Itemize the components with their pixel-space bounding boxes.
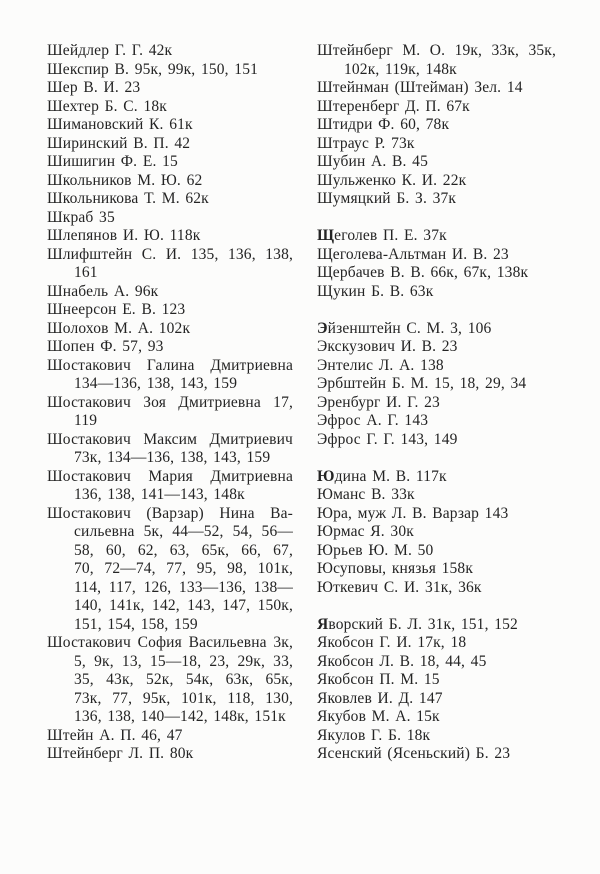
index-entry-line: Эйзенштейн С. М. 3, 106 — [317, 319, 492, 337]
index-entry — [317, 394, 556, 413]
section-initial-letter: Э — [317, 319, 328, 337]
index-entry — [317, 727, 556, 746]
index-entry — [47, 431, 293, 468]
index-entry-line: 5, 9к, 13, 15—18, 23, 29к, 33, — [74, 652, 293, 670]
index-entry — [47, 301, 293, 320]
index-entry — [317, 653, 556, 672]
index-entry-line: Шкраб 35 — [47, 208, 115, 226]
index-entry-line: Шнеерсон Е. В. 123 — [47, 301, 186, 318]
index-entry-line: Якобсон Л. В. 18, 44, 45 — [317, 652, 487, 670]
index-entry-line: 119 — [74, 412, 98, 429]
index-entry — [317, 412, 556, 431]
index-entry — [47, 153, 293, 172]
index-entry-line: Яковлев И. Д. 147 — [317, 689, 443, 707]
index-entry-line: Щеголев П. Е. 37к — [317, 227, 447, 244]
index-entry-line: Юрмас Я. 30к — [317, 523, 414, 540]
index-entry — [47, 61, 293, 80]
index-entry-line: Штидри Ф. 60, 78к — [317, 116, 450, 133]
index-entry-line: Юткевич С. И. 31к, 36к — [317, 578, 482, 596]
index-entry-line: Эфрос А. Г. 143 — [317, 412, 429, 429]
index-entry — [317, 227, 556, 246]
index-column-left — [47, 42, 293, 874]
index-entry-line: Шостакович Максим Дмитриевич — [47, 430, 293, 448]
index-entry — [47, 42, 293, 61]
index-entry — [317, 246, 556, 265]
index-entry-line: Шекспир В. 95к, 99к, 150, 151 — [47, 60, 259, 78]
index-entry-line: Шимановский К. 61к — [47, 116, 193, 133]
index-entry-line: Шехтер Б. С. 18к — [47, 97, 167, 115]
index-entry — [317, 357, 556, 376]
index-entry-line: Шумяцкий Б. З. 37к — [317, 190, 457, 207]
index-entry-line: Шостакович (Варзар) Нина Ва- — [47, 504, 293, 522]
index-column-right — [317, 42, 556, 874]
index-entry — [47, 745, 293, 764]
index-entry-line: 136, 138, 140—142, 148к, 151к — [74, 708, 286, 725]
index-entry — [47, 79, 293, 98]
index-entry — [317, 338, 556, 357]
index-entry-line: Шопен Ф. 57, 93 — [47, 338, 164, 355]
index-entry-line: Штейнман (Штейман) Зел. 14 — [317, 79, 523, 96]
index-entry — [47, 468, 293, 505]
index-entry — [317, 172, 556, 191]
index-entry — [317, 616, 556, 635]
index-entry — [317, 79, 556, 98]
index-entry-line: Штейнберг Л. П. 80к — [47, 745, 194, 762]
section-initial-letter: Ю — [317, 467, 335, 485]
index-entry-line: Шульженко К. И. 22к — [317, 171, 467, 189]
index-entry-line: Якобсон Г. И. 17к, 18 — [317, 634, 467, 651]
index-entry-line: Шостакович София Васильевна 3к, — [47, 634, 293, 651]
index-entry — [317, 283, 556, 302]
index-entry — [317, 468, 556, 487]
index-entry-line: 35, 43к, 52к, 54к, 63к, 65к, — [74, 671, 293, 688]
index-entry-line: Шлифштейн С. И. 135, 136, 138, — [47, 245, 293, 263]
index-entry-line: Школьникова Т. М. 62к — [47, 190, 209, 207]
index-entry-line: Шостакович Зоя Дмитриевна 17, — [47, 393, 293, 411]
index-entry-line: сильевна 5к, 44—52, 54, 56— — [74, 523, 293, 540]
index-entry-line: Щеголева-Альтман И. В. 23 — [317, 245, 509, 263]
index-entry-line: Шнабель А. 96к — [47, 282, 159, 300]
index-entry-line: Якубов М. А. 15к — [317, 708, 440, 725]
index-entry — [317, 264, 556, 283]
index-entry-line: Эренбург И. Г. 23 — [317, 393, 440, 411]
section-initial-letter: Щ — [317, 227, 335, 244]
index-entry-line: Ширинский В. П. 42 — [47, 134, 191, 152]
index-entry-line: Школьников М. Ю. 62 — [47, 171, 203, 189]
index-entry-line: Эрбштейн Б. М. 15, 18, 29, 34 — [317, 375, 527, 392]
index-entry-line: Яворский Б. Л. 31к, 151, 152 — [317, 615, 518, 633]
index-entry-line: Шостакович Мария Дмитриевна — [47, 467, 293, 485]
index-entry-line: Шубин А. В. 45 — [317, 153, 428, 170]
index-entry-line: Шишигин Ф. Е. 15 — [47, 153, 178, 170]
index-entry — [317, 135, 556, 154]
index-entry-line: Юсуповы, князья 158к — [317, 560, 474, 577]
index-entry-line: Юманс В. 33к — [317, 486, 415, 503]
index-entry — [47, 98, 293, 117]
index-entry — [317, 671, 556, 690]
index-entry-line: Штейнберг М. О. 19к, 33к, 35к, — [317, 42, 556, 59]
index-entry — [47, 505, 293, 635]
index-entry — [47, 283, 293, 302]
index-entry — [317, 690, 556, 709]
index-entry — [317, 708, 556, 727]
index-entry — [317, 542, 556, 561]
index-entry — [47, 338, 293, 357]
index-entry — [47, 320, 293, 339]
index-entry-line: 134—136, 138, 143, 159 — [74, 375, 238, 392]
index-entry-line: 70, 72—74, 77, 95, 98, 101к, — [74, 560, 293, 577]
index-entry-line: 136, 138, 141—143, 148к — [74, 486, 245, 503]
index-entry — [317, 634, 556, 653]
index-entry — [47, 172, 293, 191]
index-entry-line: Юра, муж Л. В. Варзар 143 — [317, 504, 509, 522]
index-entry — [47, 190, 293, 209]
index-entry-line: Якулов Г. Б. 18к — [317, 726, 431, 744]
index-entry — [317, 116, 556, 135]
index-entry-line: Шер В. И. 23 — [47, 79, 141, 96]
index-entry — [317, 579, 556, 598]
index-entry-line: Шлепянов И. Ю. 118к — [47, 227, 201, 244]
index-entry-line: Штеренберг Д. П. 67к — [317, 97, 470, 115]
index-entry-line: Ясенский (Ясеньский) Б. 23 — [317, 745, 511, 762]
index-entry-line: Юрьев Ю. М. 50 — [317, 541, 434, 559]
index-entry — [317, 560, 556, 579]
index-entry — [47, 727, 293, 746]
index-entry-line: Шолохов М. А. 102к — [47, 319, 191, 337]
index-entry — [317, 190, 556, 209]
index-entry-line: Щербачев В. В. 66к, 67к, 138к — [317, 264, 529, 281]
index-entry — [47, 394, 293, 431]
index-entry-line: Якобсон П. М. 15 — [317, 671, 440, 688]
index-entry-line: 161 — [74, 264, 98, 281]
index-entry-line: 73к, 134—136, 138, 143, 159 — [74, 449, 271, 466]
index-entry — [317, 153, 556, 172]
index-entry-line: 58, 60, 62, 63, 65к, 66, 67, — [74, 541, 293, 559]
index-entry-line: Юдина М. В. 117к — [317, 467, 447, 485]
index-entry — [47, 227, 293, 246]
index-entry — [47, 135, 293, 154]
index-entry-line: 73к, 77, 95к, 101к, 118, 130, — [74, 689, 293, 707]
section-initial-letter: Я — [317, 615, 329, 633]
index-entry-line: 114, 117, 126, 133—136, 138— — [74, 578, 293, 596]
index-entry — [317, 98, 556, 117]
index-entry — [317, 431, 556, 450]
index-entry — [317, 745, 556, 764]
index-entry — [317, 505, 556, 524]
index-entry-line: Штейн А. П. 46, 47 — [47, 726, 183, 744]
index-entry-line: Экскузович И. В. 23 — [317, 338, 458, 355]
index-entry — [47, 246, 293, 283]
index-entry — [317, 42, 556, 79]
index-entry-line: Эфрос Г. Г. 143, 149 — [317, 430, 458, 448]
index-entry — [47, 116, 293, 135]
index-entry — [317, 523, 556, 542]
index-entry — [317, 486, 556, 505]
index-entry — [47, 209, 293, 228]
index-entry — [317, 320, 556, 339]
index-entry-line: 151, 154, 158, 159 — [74, 615, 198, 633]
index-entry — [47, 634, 293, 727]
index-entry-line: Энтелис Л. А. 138 — [317, 356, 444, 374]
index-entry — [47, 357, 293, 394]
index-entry-line: 140, 141к, 142, 143, 147, 150к, — [74, 597, 293, 614]
index-entry-line: Шейдлер Г. Г. 42к — [47, 42, 173, 59]
index-entry-line: Шостакович Галина Дмитриевна — [47, 356, 293, 374]
index-entry-line: Щукин Б. В. 63к — [317, 282, 434, 300]
index-entry-line: Штраус Р. 73к — [317, 134, 415, 152]
index-entry-line: 102к, 119к, 148к — [344, 60, 457, 78]
index-entry — [317, 375, 556, 394]
